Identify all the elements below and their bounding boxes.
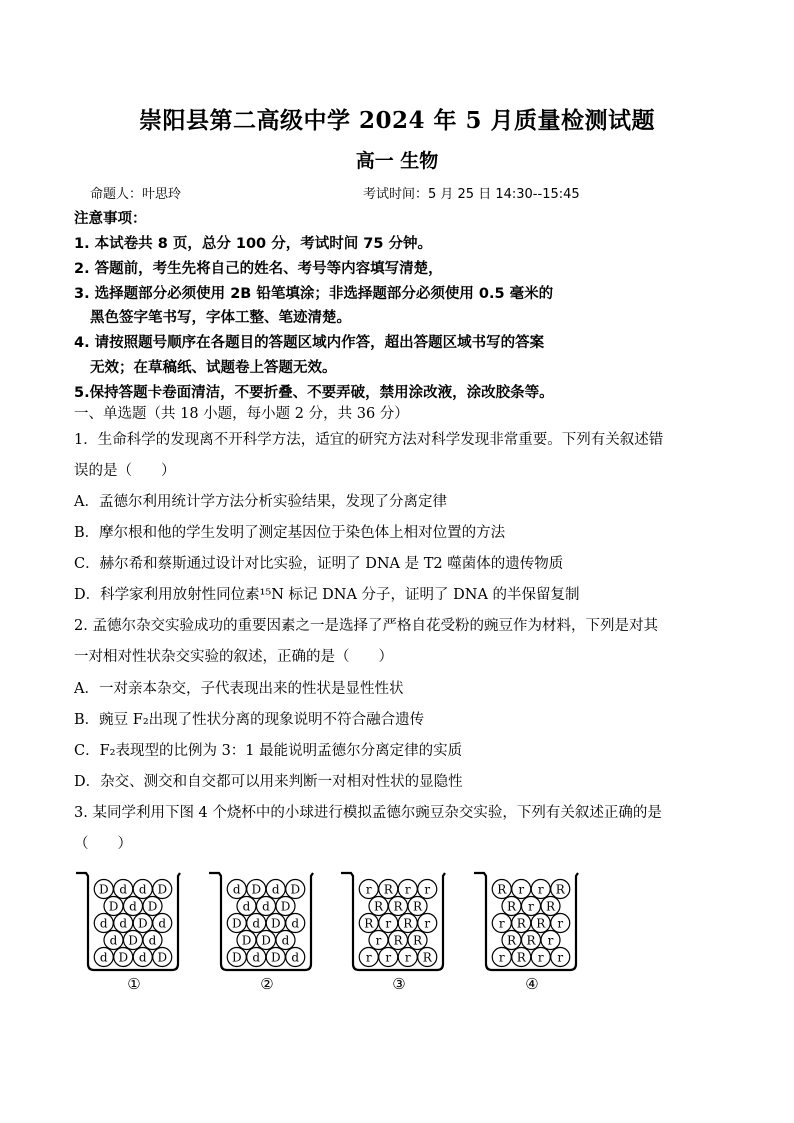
ball-label: R [516, 950, 526, 965]
question-2-option-d: D．杂交、测交和自交都可以用来判断一对相对性状的显隐性 [74, 774, 463, 790]
ball-label: d [158, 916, 167, 931]
notice-item: 1. 本试卷共 8 页，总分 100 分，考试时间 75 分钟。 [74, 236, 432, 252]
ball-label: r [557, 950, 564, 965]
beaker-label: ③ [392, 975, 406, 993]
ball-label: R [383, 882, 393, 897]
ball-label: r [375, 933, 382, 948]
ball-label: r [498, 916, 505, 931]
ball-label: r [385, 916, 392, 931]
ball-label: r [547, 933, 554, 948]
ball-label: r [537, 882, 544, 897]
notice-item: 4. 请按照题号顺序在各题目的答题区域内作答，超出答题区域书写的答案 [74, 335, 545, 351]
ball-label: R [373, 899, 384, 914]
ball-label: d [291, 950, 300, 965]
ball-label: D [231, 950, 242, 965]
notice-item: 黑色签字笔书写，字体工整、笔迹清楚。 [90, 310, 351, 326]
ball-label: R [412, 933, 423, 948]
notice-item: 3. 选择题部分必须使用 2B 铅笔填涂；非选择题部分必须使用 0.5 毫米的 [74, 286, 554, 302]
notice-item: 无效；在草稿纸、试题卷上答题无效。 [90, 360, 337, 376]
ball-label: d [99, 916, 108, 931]
question-2-option-c: C．F₂表现型的比例为 3：1 最能说明孟德尔分离定律的实质 [74, 743, 463, 759]
exam-time: 考试时间：5 月 25 日 14:30--15:45 [363, 187, 580, 202]
beaker-2 [209, 873, 313, 993]
question-3-stem: （ ） [74, 836, 132, 852]
ball-label: R [412, 899, 423, 914]
ball-label: D [241, 933, 252, 948]
question-2-stem: 2. 孟德尔杂交实验成功的重要因素之一是选择了严格自花受粉的豌豆作为材料，下列是对其 [74, 618, 658, 634]
ball-label: r [498, 950, 505, 965]
question-3-stem: 3. 某同学利用下图 4 个烧杯中的小球进行模拟孟德尔豌豆杂交实验，下列有关叙述正确的是 [74, 805, 662, 821]
ball-label: d [262, 899, 270, 914]
ball-label: d [138, 950, 147, 965]
ball-label: R [364, 916, 374, 931]
beaker-label: ② [260, 975, 274, 993]
beaker-label: ④ [525, 975, 539, 993]
ball-label: d [129, 899, 137, 914]
question-2-option-b: B．豌豆 F₂出现了性状分离的现象说明不符合融合遗传 [74, 712, 425, 728]
ball-label: D [157, 882, 168, 897]
notice-heading: 注意事项： [74, 211, 147, 227]
question-1-option-c: C．赫尔希和蔡斯通过设计对比实验，证明了 DNA 是 T2 噬菌体的遗传物质 [74, 556, 564, 572]
ball-label: D [157, 950, 168, 965]
ball-label: R [526, 933, 536, 948]
ball-label: d [138, 882, 147, 897]
ball-label: D [261, 933, 271, 948]
ball-label: r [365, 882, 372, 897]
ball-label: d [281, 933, 290, 948]
beaker-4 [474, 873, 578, 993]
ball-label: R [393, 899, 403, 914]
notice-item: 2. 答题前，考生先将自己的姓名、考号等内容填写清楚， [74, 261, 443, 277]
ball-label: d [109, 933, 118, 948]
section-heading: 一、单选题（共 18 小题，每小题 2 分，共 36 分） [74, 406, 409, 422]
ball-label: D [270, 950, 281, 965]
ball-label: R [403, 916, 413, 931]
ball-label: R [516, 916, 526, 931]
beaker-label: ① [127, 975, 141, 993]
ball-label: R [393, 933, 403, 948]
ball-label: r [424, 882, 431, 897]
notice-item: 5.保持答题卡卷面清洁，不要折叠、不要弄破，禁用涂改液，涂改胶条等。 [74, 385, 554, 401]
ball-label: d [291, 916, 300, 931]
ball-label: r [404, 882, 411, 897]
ball-label: R [497, 882, 507, 897]
ball-label: d [271, 882, 280, 897]
ball-label: R [555, 882, 565, 897]
ball-label: D [290, 882, 301, 897]
ball-label: d [232, 882, 241, 897]
ball-label: d [119, 916, 128, 931]
question-1-stem: 误的是（ ） [74, 463, 176, 479]
ball-label: r [557, 916, 564, 931]
ball-label: r [528, 899, 534, 914]
ball-label: d [252, 916, 261, 931]
ball-label: D [108, 899, 119, 914]
ball-label: r [424, 916, 431, 931]
ball-label: R [506, 899, 517, 914]
ball-label: r [518, 882, 525, 897]
ball-label: R [422, 950, 432, 965]
ball-label: D [98, 882, 109, 897]
question-1-option-a: A．孟德尔利用统计学方法分析实验结果，发现了分离定律 [74, 494, 447, 510]
ball-label: D [128, 933, 138, 948]
ball-label: d [99, 950, 108, 965]
ball-label: d [242, 899, 251, 914]
ball-label: D [270, 916, 281, 931]
ball-label: D [147, 899, 158, 914]
ball-label: D [231, 916, 242, 931]
question-1-stem: 1．生命科学的发现离不开科学方法，适宜的研究方法对科学发现非常重要。下列有关叙述错 [74, 432, 664, 448]
question-1-option-d: D．科学家利用放射性同位素¹⁵N 标记 DNA 分子，证明了 DNA 的半保留复制 [74, 587, 580, 603]
ball-label: R [506, 933, 517, 948]
author-line: 命题人：叶思玲 [90, 187, 182, 202]
question-1-option-b: B．摩尔根和他的学生发明了测定基因位于染色体上相对位置的方法 [74, 525, 506, 541]
ball-label: R [545, 899, 556, 914]
exam-title: 崇阳县第二高级中学 2024 年 5 月质量检测试题 [138, 107, 656, 134]
beaker-1 [76, 873, 180, 993]
ball-label: r [365, 950, 372, 965]
ball-label: r [404, 950, 411, 965]
ball-label: d [148, 933, 157, 948]
ball-label: d [252, 950, 261, 965]
ball-label: D [280, 899, 291, 914]
beaker-3 [341, 873, 445, 993]
question-2-option-a: A．一对亲本杂交，子代表现出来的性状是显性性状 [74, 681, 404, 697]
question-2-stem: 一对相对性状杂交实验的叙述，正确的是（ ） [74, 649, 393, 665]
exam-subtitle: 高一 生物 [355, 150, 439, 172]
ball-label: R [536, 916, 546, 931]
ball-label: r [385, 950, 392, 965]
ball-label: r [537, 950, 544, 965]
ball-label: D [118, 950, 129, 965]
ball-label: d [119, 882, 128, 897]
ball-label: D [251, 882, 262, 897]
beaker-figure [70, 866, 610, 996]
ball-label: D [137, 916, 148, 931]
